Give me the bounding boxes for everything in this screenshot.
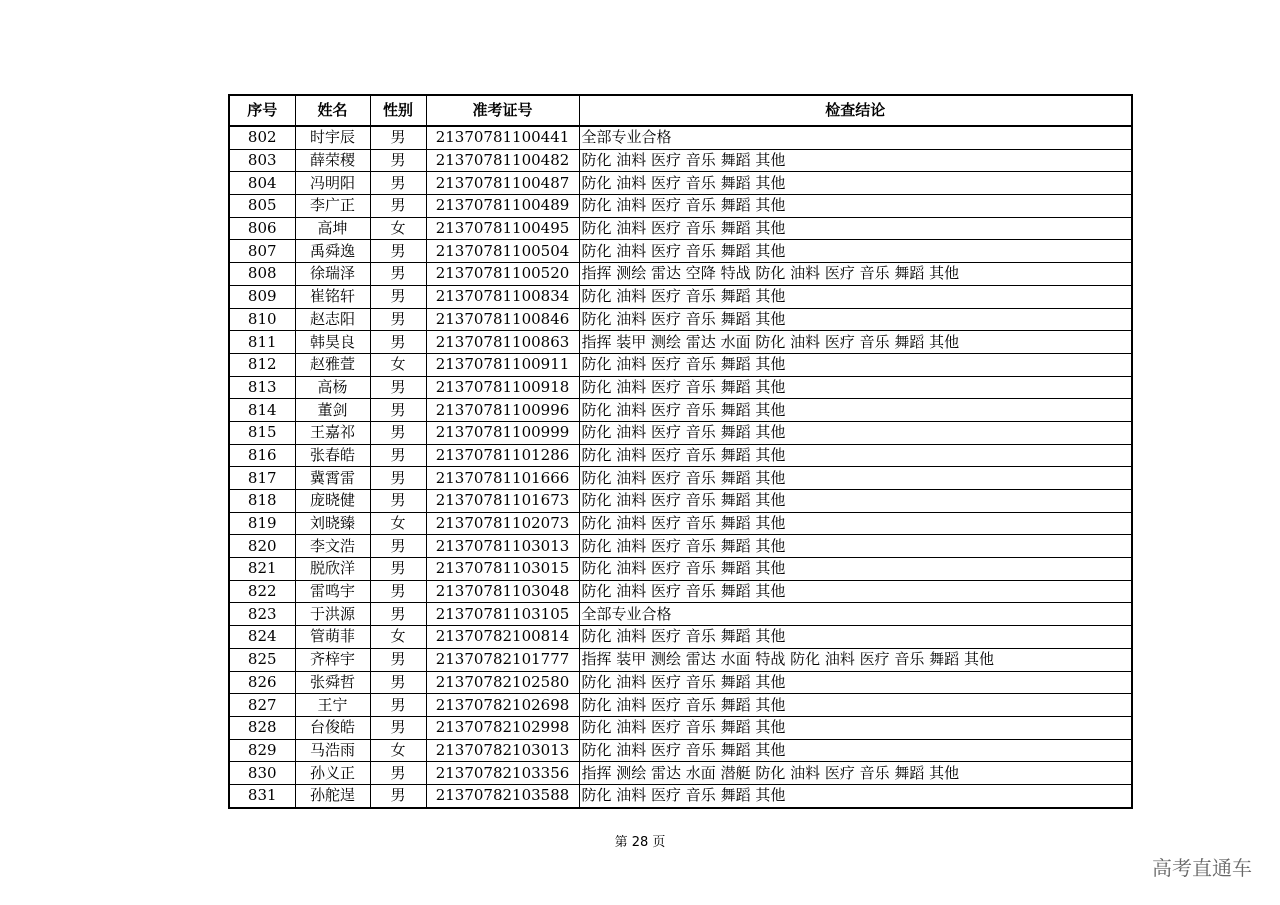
cell-name: 徐瑞泽 [295,263,370,286]
cell-result: 防化 油料 医疗 音乐 舞蹈 其他 [579,580,1132,603]
cell-gender: 男 [370,376,426,399]
cell-name: 张春皓 [295,444,370,467]
cell-exam-id: 21370781100482 [426,149,579,172]
cell-exam-id: 21370782103588 [426,784,579,807]
cell-gender: 女 [370,353,426,376]
cell-gender: 男 [370,399,426,422]
cell-result: 指挥 测绘 雷达 水面 潜艇 防化 油料 医疗 音乐 舞蹈 其他 [579,762,1132,785]
cell-exam-id: 21370782101777 [426,648,579,671]
cell-seq: 824 [229,626,295,649]
cell-result: 防化 油料 医疗 音乐 舞蹈 其他 [579,376,1132,399]
cell-seq: 810 [229,308,295,331]
cell-result: 防化 油料 医疗 音乐 舞蹈 其他 [579,626,1132,649]
cell-exam-id: 21370781100911 [426,353,579,376]
cell-result: 防化 油料 医疗 音乐 舞蹈 其他 [579,512,1132,535]
cell-gender: 男 [370,444,426,467]
header-gender: 性别 [370,95,426,126]
cell-result: 防化 油料 医疗 音乐 舞蹈 其他 [579,285,1132,308]
cell-seq: 831 [229,784,295,807]
header-name: 姓名 [295,95,370,126]
table-row [229,126,1132,149]
cell-result: 防化 油料 医疗 音乐 舞蹈 其他 [579,399,1132,422]
cell-exam-id: 21370782103013 [426,739,579,762]
cell-exam-id: 21370782103356 [426,762,579,785]
table-row [229,331,1132,354]
cell-exam-id: 21370781100520 [426,263,579,286]
cell-name: 李广正 [295,195,370,218]
cell-seq: 825 [229,648,295,671]
cell-seq: 828 [229,716,295,739]
cell-exam-id: 21370781100834 [426,285,579,308]
cell-seq: 805 [229,195,295,218]
watermark: 高考直通车 [1152,856,1252,880]
cell-seq: 826 [229,671,295,694]
cell-result: 防化 油料 医疗 音乐 舞蹈 其他 [579,149,1132,172]
cell-name: 齐梓宇 [295,648,370,671]
cell-result: 防化 油料 医疗 音乐 舞蹈 其他 [579,353,1132,376]
cell-name: 冀霄雷 [295,467,370,490]
table-row [229,308,1132,331]
cell-exam-id: 21370781100846 [426,308,579,331]
cell-seq: 819 [229,512,295,535]
cell-gender: 男 [370,126,426,149]
table-row [229,421,1132,444]
table-row [229,535,1132,558]
table-row [229,580,1132,603]
cell-gender: 女 [370,739,426,762]
cell-exam-id: 21370781101673 [426,490,579,513]
cell-seq: 809 [229,285,295,308]
cell-name: 李文浩 [295,535,370,558]
table-row [229,603,1132,626]
cell-name: 薛荣稷 [295,149,370,172]
cell-gender: 男 [370,421,426,444]
cell-result: 防化 油料 医疗 音乐 舞蹈 其他 [579,694,1132,717]
cell-name: 于洪源 [295,603,370,626]
table-row [229,444,1132,467]
table-row [229,739,1132,762]
cell-result: 全部专业合格 [579,603,1132,626]
cell-seq: 827 [229,694,295,717]
cell-result: 防化 油料 医疗 音乐 舞蹈 其他 [579,558,1132,581]
cell-gender: 男 [370,331,426,354]
table-row [229,694,1132,717]
cell-name: 时宇辰 [295,126,370,149]
header-row [229,95,1132,126]
table-row [229,467,1132,490]
table-row [229,490,1132,513]
header-exam-id: 准考证号 [426,95,579,126]
table-row [229,648,1132,671]
cell-exam-id: 21370781103013 [426,535,579,558]
cell-seq: 804 [229,172,295,195]
table-row [229,512,1132,535]
cell-exam-id: 21370782102580 [426,671,579,694]
cell-name: 台俊皓 [295,716,370,739]
cell-exam-id: 21370781103105 [426,603,579,626]
cell-exam-id: 21370781100504 [426,240,579,263]
cell-name: 张舜哲 [295,671,370,694]
cell-result: 防化 油料 医疗 音乐 舞蹈 其他 [579,240,1132,263]
cell-seq: 803 [229,149,295,172]
cell-gender: 男 [370,694,426,717]
cell-seq: 812 [229,353,295,376]
cell-gender: 男 [370,149,426,172]
cell-gender: 男 [370,172,426,195]
cell-seq: 808 [229,263,295,286]
cell-gender: 男 [370,490,426,513]
table-row [229,671,1132,694]
cell-gender: 男 [370,263,426,286]
cell-exam-id: 21370782100814 [426,626,579,649]
cell-gender: 女 [370,512,426,535]
cell-exam-id: 21370781100999 [426,421,579,444]
cell-result: 防化 油料 医疗 音乐 舞蹈 其他 [579,490,1132,513]
header-result: 检查结论 [579,95,1132,126]
cell-name: 王宁 [295,694,370,717]
cell-exam-id: 21370781100487 [426,172,579,195]
cell-gender: 男 [370,648,426,671]
cell-gender: 男 [370,603,426,626]
cell-gender: 男 [370,671,426,694]
table-row [229,626,1132,649]
cell-result: 指挥 装甲 测绘 雷达 水面 防化 油料 医疗 音乐 舞蹈 其他 [579,331,1132,354]
cell-exam-id: 21370781103015 [426,558,579,581]
cell-exam-id: 21370781101666 [426,467,579,490]
cell-exam-id: 21370781100495 [426,217,579,240]
cell-gender: 女 [370,217,426,240]
cell-name: 高杨 [295,376,370,399]
page-number: 第 28 页 [614,835,666,850]
cell-seq: 806 [229,217,295,240]
cell-exam-id: 21370781100863 [426,331,579,354]
cell-result: 防化 油料 医疗 音乐 舞蹈 其他 [579,217,1132,240]
table-row [229,558,1132,581]
table-row [229,376,1132,399]
cell-seq: 815 [229,421,295,444]
cell-result: 指挥 测绘 雷达 空降 特战 防化 油料 医疗 音乐 舞蹈 其他 [579,263,1132,286]
cell-gender: 男 [370,558,426,581]
cell-exam-id: 21370782102698 [426,694,579,717]
cell-result: 防化 油料 医疗 音乐 舞蹈 其他 [579,716,1132,739]
table-body [229,126,1132,808]
cell-gender: 男 [370,762,426,785]
cell-seq: 807 [229,240,295,263]
cell-result: 防化 油料 医疗 音乐 舞蹈 其他 [579,444,1132,467]
cell-name: 高坤 [295,217,370,240]
table-row [229,195,1132,218]
table-row [229,217,1132,240]
table-row [229,762,1132,785]
cell-gender: 男 [370,580,426,603]
table-row [229,240,1132,263]
table-row [229,399,1132,422]
cell-name: 董剑 [295,399,370,422]
cell-exam-id: 21370781100441 [426,126,579,149]
cell-seq: 813 [229,376,295,399]
cell-gender: 男 [370,535,426,558]
cell-result: 指挥 装甲 测绘 雷达 水面 特战 防化 油料 医疗 音乐 舞蹈 其他 [579,648,1132,671]
cell-result: 防化 油料 医疗 音乐 舞蹈 其他 [579,784,1132,807]
cell-name: 刘晓臻 [295,512,370,535]
cell-result: 防化 油料 医疗 音乐 舞蹈 其他 [579,671,1132,694]
cell-result: 全部专业合格 [579,126,1132,149]
cell-gender: 男 [370,240,426,263]
cell-name: 赵雅萱 [295,353,370,376]
cell-name: 管萌菲 [295,626,370,649]
table-row [229,149,1132,172]
cell-name: 庞晓健 [295,490,370,513]
cell-name: 王嘉祁 [295,421,370,444]
cell-exam-id: 21370781100918 [426,376,579,399]
cell-exam-id: 21370781102073 [426,512,579,535]
cell-seq: 816 [229,444,295,467]
cell-seq: 817 [229,467,295,490]
cell-gender: 男 [370,195,426,218]
cell-exam-id: 21370781100489 [426,195,579,218]
cell-gender: 男 [370,716,426,739]
cell-gender: 男 [370,285,426,308]
table-row [229,263,1132,286]
cell-seq: 822 [229,580,295,603]
cell-seq: 829 [229,739,295,762]
cell-seq: 811 [229,331,295,354]
cell-exam-id: 21370781101286 [426,444,579,467]
cell-name: 冯明阳 [295,172,370,195]
cell-result: 防化 油料 医疗 音乐 舞蹈 其他 [579,308,1132,331]
cell-name: 雷鸣宇 [295,580,370,603]
cell-seq: 820 [229,535,295,558]
cell-result: 防化 油料 医疗 音乐 舞蹈 其他 [579,467,1132,490]
cell-name: 崔铭轩 [295,285,370,308]
table-row [229,172,1132,195]
cell-seq: 823 [229,603,295,626]
cell-seq: 814 [229,399,295,422]
cell-seq: 818 [229,490,295,513]
table-row [229,716,1132,739]
cell-seq: 830 [229,762,295,785]
cell-result: 防化 油料 医疗 音乐 舞蹈 其他 [579,739,1132,762]
cell-gender: 男 [370,784,426,807]
cell-result: 防化 油料 医疗 音乐 舞蹈 其他 [579,172,1132,195]
cell-name: 禹舜逸 [295,240,370,263]
cell-name: 马浩雨 [295,739,370,762]
cell-gender: 女 [370,626,426,649]
cell-gender: 男 [370,467,426,490]
cell-seq: 802 [229,126,295,149]
cell-result: 防化 油料 医疗 音乐 舞蹈 其他 [579,421,1132,444]
cell-name: 赵志阳 [295,308,370,331]
cell-exam-id: 21370782102998 [426,716,579,739]
results-table [228,94,1133,809]
table-row [229,285,1132,308]
cell-name: 孙义正 [295,762,370,785]
table-row [229,353,1132,376]
cell-seq: 821 [229,558,295,581]
cell-result: 防化 油料 医疗 音乐 舞蹈 其他 [579,535,1132,558]
cell-result: 防化 油料 医疗 音乐 舞蹈 其他 [579,195,1132,218]
table-row [229,784,1132,807]
cell-name: 孙舵逞 [295,784,370,807]
header-seq: 序号 [229,95,295,126]
cell-gender: 男 [370,308,426,331]
cell-exam-id: 21370781103048 [426,580,579,603]
cell-exam-id: 21370781100996 [426,399,579,422]
cell-name: 脱欣洋 [295,558,370,581]
cell-name: 韩昊良 [295,331,370,354]
